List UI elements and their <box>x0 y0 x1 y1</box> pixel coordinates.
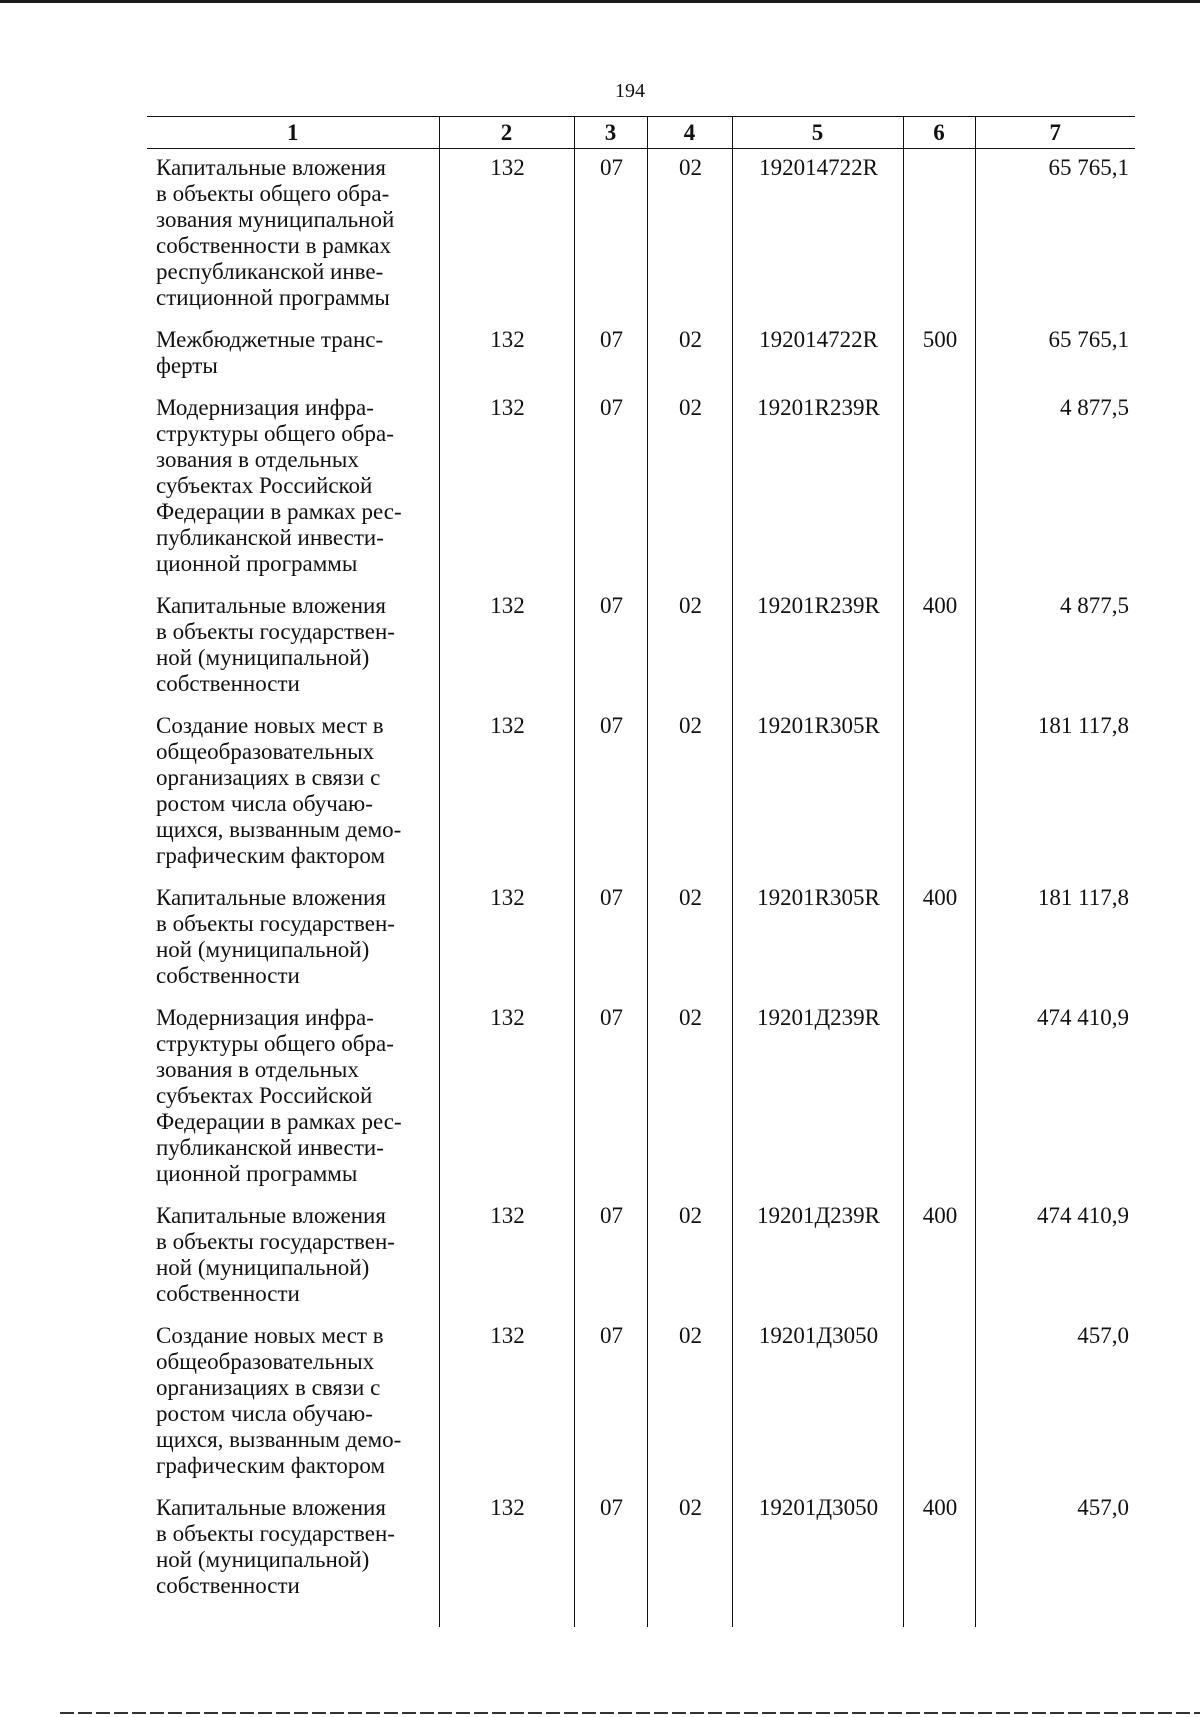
subsection-code-cell: 02 <box>647 999 732 1197</box>
expense-type-cell: 500 <box>903 321 975 389</box>
row-name-line: собственности <box>156 1281 300 1306</box>
row-name-line: организациях в связи с <box>156 1375 381 1400</box>
column-header-4: 4 <box>647 117 732 149</box>
target-article-cell: 192014722R <box>732 321 903 389</box>
subsection-code-cell: 02 <box>647 1317 732 1489</box>
subsection-code-cell: 02 <box>647 707 732 879</box>
table-row <box>147 149 1135 322</box>
section-code-cell: 07 <box>574 707 647 879</box>
row-name-cell <box>147 321 439 389</box>
row-name-line: собственности <box>156 1573 300 1598</box>
section-code-cell: 07 <box>574 389 647 587</box>
row-name-line: ферты <box>156 353 218 378</box>
expense-type-cell: 400 <box>903 587 975 707</box>
row-name-line: Межбюджетные транс- <box>156 327 384 352</box>
ministry-code-cell: 132 <box>439 389 574 587</box>
row-name-line: субъектах Российской <box>156 473 373 498</box>
ministry-code-cell: 132 <box>439 999 574 1197</box>
amount-cell: 181 117,8 <box>975 879 1135 999</box>
column-header-7: 7 <box>975 117 1135 149</box>
target-article-cell: 19201Д239R <box>732 1197 903 1317</box>
header-row <box>147 117 1135 149</box>
row-name-line: Капитальные вложения <box>156 885 386 910</box>
row-name-line: ной (муниципальной) <box>156 937 370 962</box>
ministry-code-cell: 132 <box>439 879 574 999</box>
ministry-code-cell: 132 <box>439 1317 574 1489</box>
target-article-cell: 19201R305R <box>732 879 903 999</box>
row-name-line: Федерации в рамках рес- <box>156 1109 402 1134</box>
row-name-line: Модернизация инфра- <box>156 1005 374 1030</box>
row-name-cell <box>147 389 439 587</box>
row-name-line: публиканской инвести- <box>156 525 384 550</box>
row-name-line: Создание новых мест в <box>156 1323 384 1348</box>
row-name-line: субъектах Российской <box>156 1083 373 1108</box>
row-name-line: ростом числа обучаю- <box>156 791 373 816</box>
table-row <box>147 1317 1135 1489</box>
ministry-code-cell: 132 <box>439 1197 574 1317</box>
scan-edge-bottom <box>60 1712 1200 1714</box>
row-name-line: ростом числа обучаю- <box>156 1401 373 1426</box>
expense-type-cell <box>903 707 975 879</box>
amount-cell: 4 877,5 <box>975 389 1135 587</box>
expense-type-cell: 400 <box>903 1197 975 1317</box>
row-name-line: в объекты государствен- <box>156 911 395 936</box>
row-name-line: щихся, вызванным демо- <box>156 817 402 842</box>
section-code-cell: 07 <box>574 1197 647 1317</box>
row-name-line: собственности <box>156 671 300 696</box>
ministry-code-cell: 132 <box>439 1489 574 1627</box>
table-row <box>147 587 1135 707</box>
row-name-line: структуры общего обра- <box>156 1031 394 1056</box>
row-name-cell <box>147 879 439 999</box>
row-name-cell <box>147 999 439 1197</box>
table-row <box>147 1197 1135 1317</box>
column-header-2: 2 <box>439 117 574 149</box>
row-name-line: общеобразовательных <box>156 1349 375 1374</box>
row-name-cell <box>147 149 439 322</box>
table-row <box>147 879 1135 999</box>
row-name-cell <box>147 1197 439 1317</box>
row-name-line: Капитальные вложения <box>156 593 386 618</box>
target-article-cell: 19201Д3050 <box>732 1489 903 1627</box>
row-name-line: публиканской инвести- <box>156 1135 384 1160</box>
target-article-cell: 192014722R <box>732 149 903 322</box>
expense-type-cell <box>903 389 975 587</box>
row-name-line: общеобразовательных <box>156 739 375 764</box>
row-name-line: Капитальные вложения <box>156 155 386 180</box>
section-code-cell: 07 <box>574 1317 647 1489</box>
target-article-cell: 19201R239R <box>732 389 903 587</box>
row-name-line: Капитальные вложения <box>156 1495 386 1520</box>
row-name-line: организациях в связи с <box>156 765 381 790</box>
row-name-line: щихся, вызванным демо- <box>156 1427 402 1452</box>
table-row <box>147 321 1135 389</box>
row-name-cell <box>147 1489 439 1627</box>
ministry-code-cell: 132 <box>439 149 574 322</box>
target-article-cell: 19201R239R <box>732 587 903 707</box>
row-name-line: собственности <box>156 963 300 988</box>
scan-edge-top <box>0 0 1200 3</box>
row-name-line: собственности в рамках <box>156 233 392 258</box>
row-name-line: ной (муниципальной) <box>156 1547 370 1572</box>
row-name-line: графическим фактором <box>156 1453 386 1478</box>
section-code-cell: 07 <box>574 999 647 1197</box>
row-name-line: Модернизация инфра- <box>156 395 374 420</box>
table-body <box>147 149 1135 1628</box>
section-code-cell: 07 <box>574 1489 647 1627</box>
page-number: 194 <box>615 80 645 102</box>
row-name-line: зования в отдельных <box>156 447 359 472</box>
table-row <box>147 707 1135 879</box>
column-header-6: 6 <box>903 117 975 149</box>
amount-cell: 181 117,8 <box>975 707 1135 879</box>
table-row <box>147 1489 1135 1627</box>
section-code-cell: 07 <box>574 149 647 322</box>
column-header-1: 1 <box>147 117 439 149</box>
subsection-code-cell: 02 <box>647 389 732 587</box>
subsection-code-cell: 02 <box>647 1197 732 1317</box>
row-name-line: зования в отдельных <box>156 1057 359 1082</box>
amount-cell: 457,0 <box>975 1489 1135 1627</box>
row-name-line: Федерации в рамках рес- <box>156 499 402 524</box>
expense-type-cell <box>903 149 975 322</box>
row-name-line: ционной программы <box>156 1161 358 1186</box>
subsection-code-cell: 02 <box>647 149 732 322</box>
ministry-code-cell: 132 <box>439 321 574 389</box>
target-article-cell: 19201R305R <box>732 707 903 879</box>
target-article-cell: 19201Д3050 <box>732 1317 903 1489</box>
row-name-line: Капитальные вложения <box>156 1203 386 1228</box>
row-name-line: в объекты государствен- <box>156 619 395 644</box>
expense-type-cell <box>903 1317 975 1489</box>
subsection-code-cell: 02 <box>647 587 732 707</box>
section-code-cell: 07 <box>574 321 647 389</box>
budget-table <box>147 116 1135 1627</box>
column-header-5: 5 <box>732 117 903 149</box>
table-row <box>147 389 1135 587</box>
target-article-cell: 19201Д239R <box>732 999 903 1197</box>
row-name-line: ционной программы <box>156 551 358 576</box>
expense-type-cell <box>903 999 975 1197</box>
expense-type-cell: 400 <box>903 1489 975 1627</box>
subsection-code-cell: 02 <box>647 1489 732 1627</box>
row-name-line: ной (муниципальной) <box>156 1255 370 1280</box>
section-code-cell: 07 <box>574 587 647 707</box>
row-name-line: республиканской инве- <box>156 259 384 284</box>
table-row <box>147 999 1135 1197</box>
subsection-code-cell: 02 <box>647 321 732 389</box>
row-name-line: в объекты государствен- <box>156 1229 395 1254</box>
row-name-cell <box>147 587 439 707</box>
row-name-cell <box>147 1317 439 1489</box>
amount-cell: 4 877,5 <box>975 587 1135 707</box>
amount-cell: 474 410,9 <box>975 999 1135 1197</box>
ministry-code-cell: 132 <box>439 587 574 707</box>
row-name-line: Создание новых мест в <box>156 713 384 738</box>
subsection-code-cell: 02 <box>647 879 732 999</box>
row-name-line: структуры общего обра- <box>156 421 394 446</box>
amount-cell: 474 410,9 <box>975 1197 1135 1317</box>
row-name-line: в объекты общего обра- <box>156 181 390 206</box>
ministry-code-cell: 132 <box>439 707 574 879</box>
amount-cell: 65 765,1 <box>975 149 1135 322</box>
row-name-line: стиционной программы <box>156 285 390 310</box>
amount-cell: 65 765,1 <box>975 321 1135 389</box>
amount-cell: 457,0 <box>975 1317 1135 1489</box>
row-name-cell <box>147 707 439 879</box>
column-header-3: 3 <box>574 117 647 149</box>
row-name-line: ной (муниципальной) <box>156 645 370 670</box>
row-name-line: графическим фактором <box>156 843 386 868</box>
row-name-line: в объекты государствен- <box>156 1521 395 1546</box>
section-code-cell: 07 <box>574 879 647 999</box>
table-header <box>147 117 1135 149</box>
row-name-line: зования муниципальной <box>156 207 395 232</box>
expense-type-cell: 400 <box>903 879 975 999</box>
